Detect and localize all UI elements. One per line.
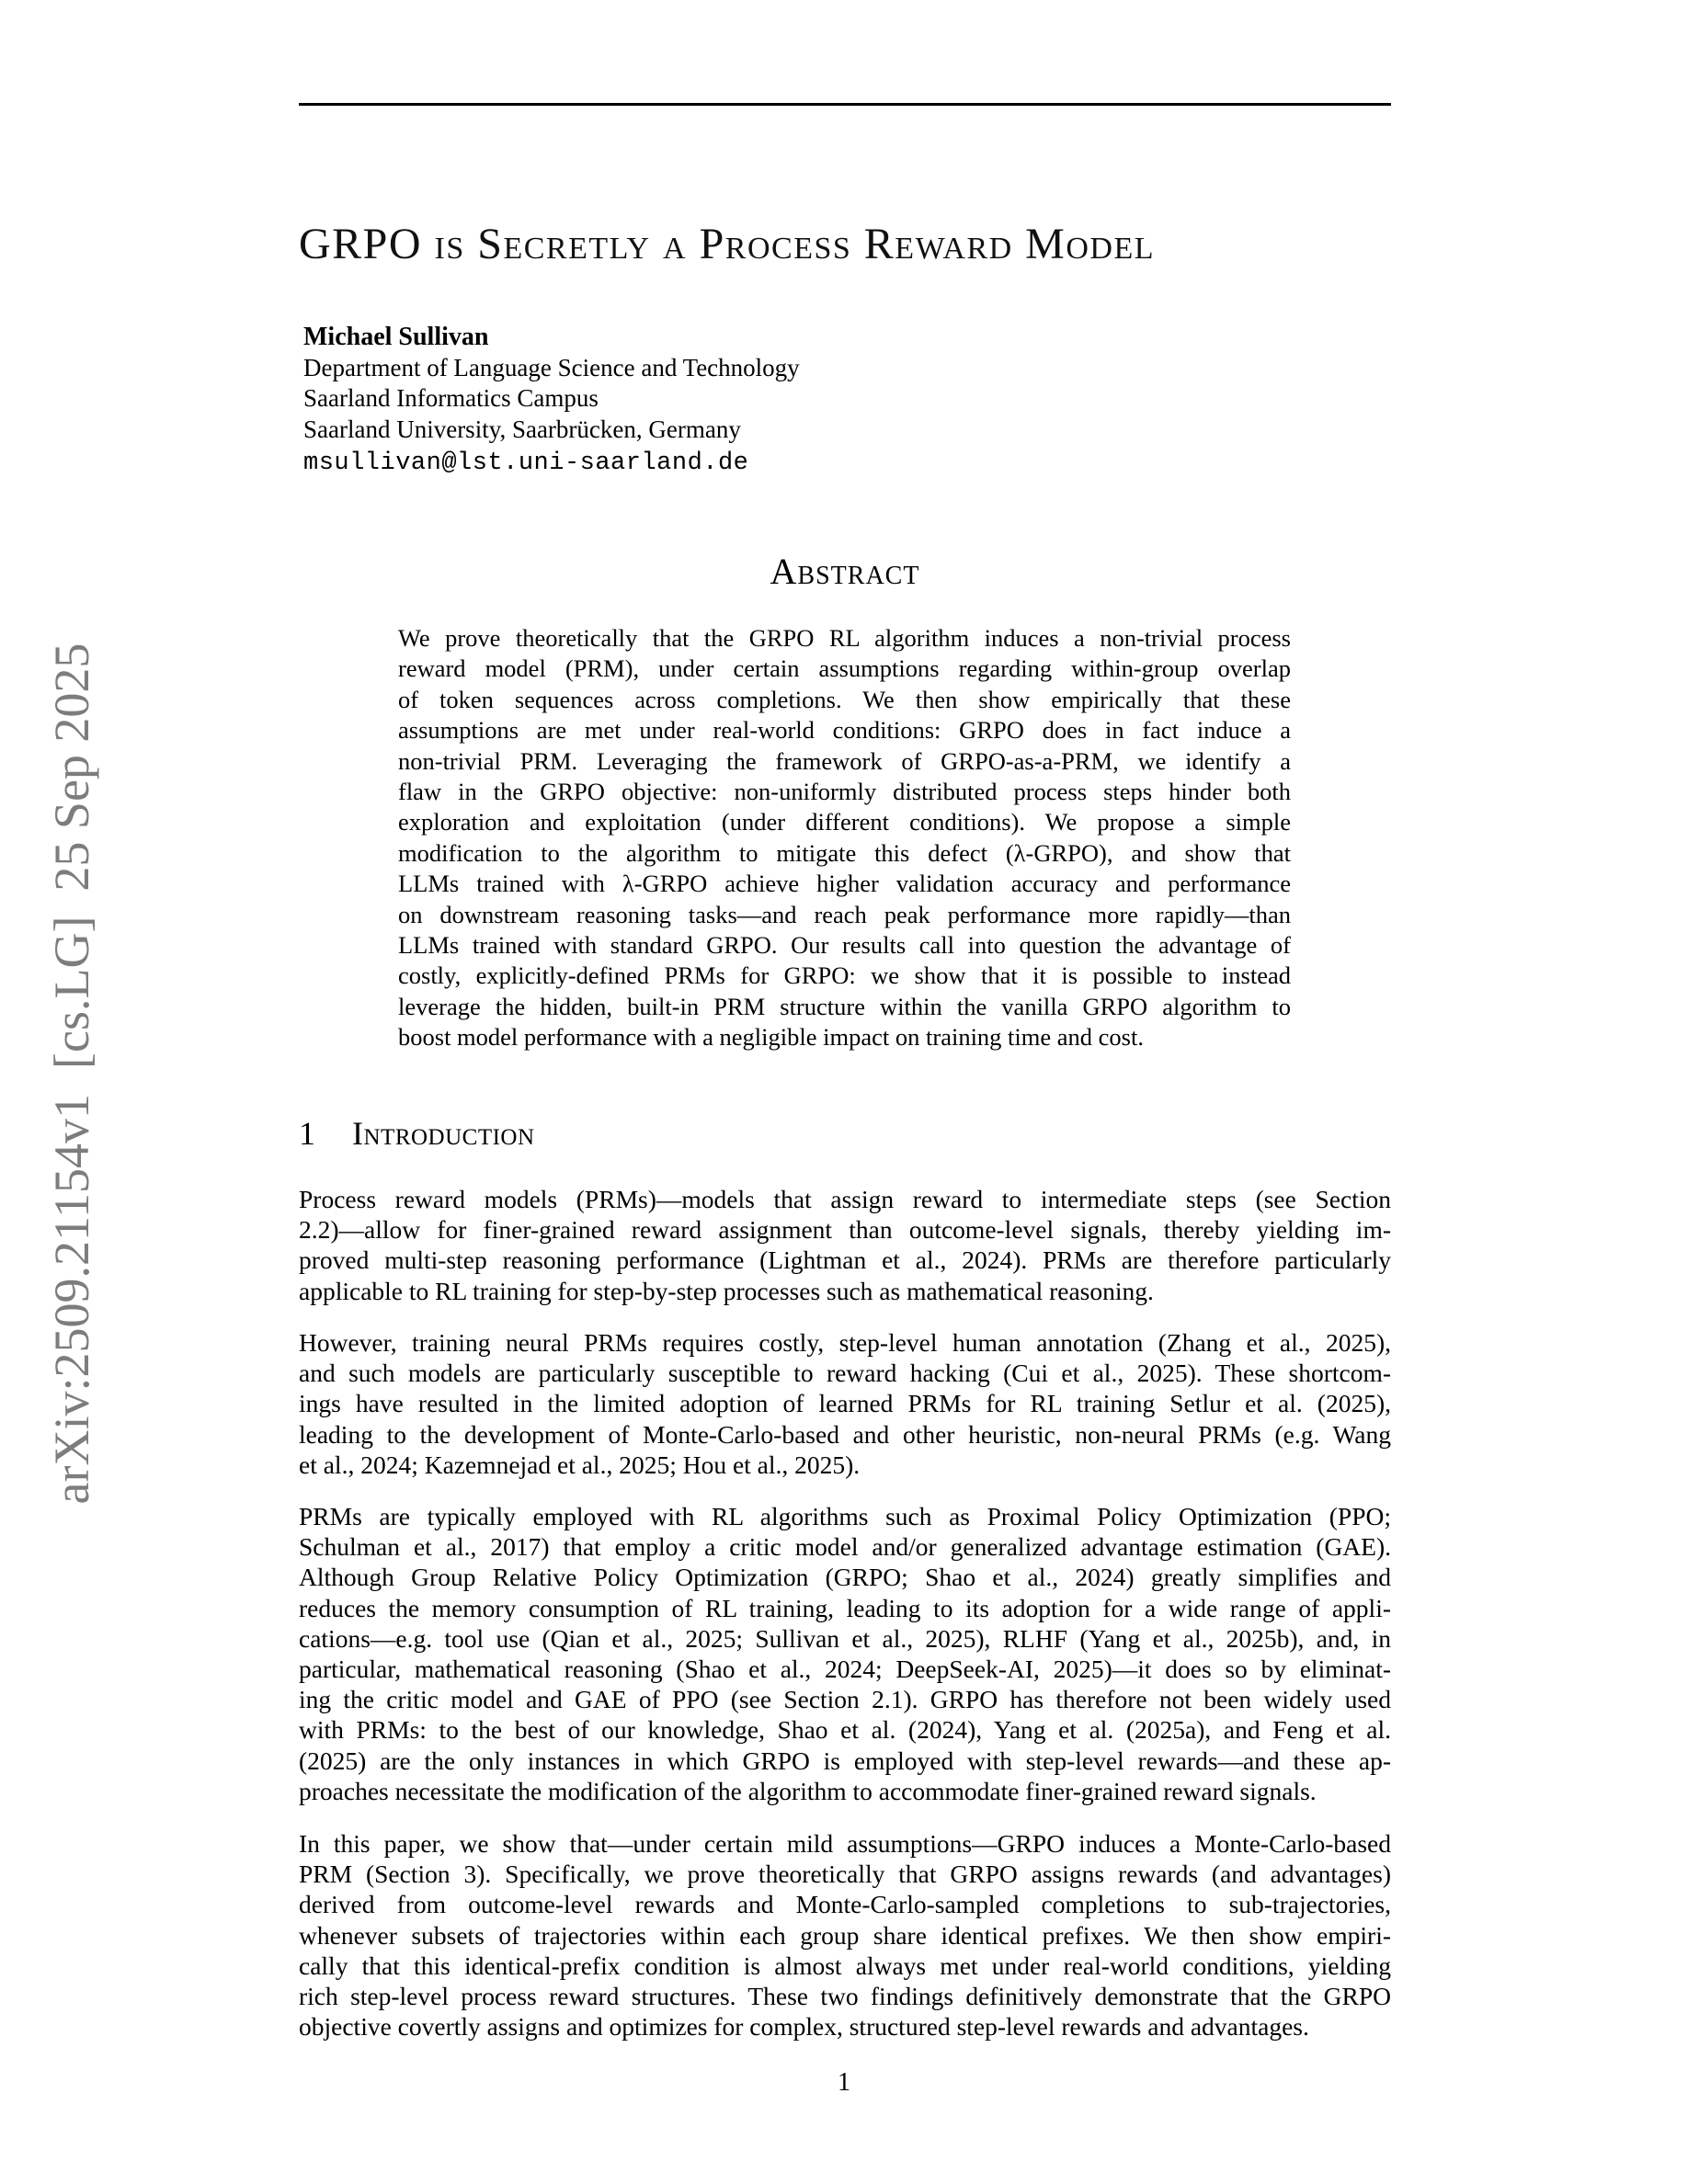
page-number: 1: [838, 2068, 850, 2097]
arxiv-watermark: arXiv:2509.21154v1 [cs.LG] 25 Sep 2025: [44, 643, 99, 1505]
page-title: GRPO is Secretly a Process Reward Model: [299, 220, 1156, 268]
abstract-heading: Abstract: [770, 551, 920, 592]
section-heading-introduction: [299, 1114, 535, 1153]
intro-paragraph-2: However, training neural PRMs requires costly, step-level human annotation (Zhang et al., 2025), and such models are particularly susceptible to reward hacking (Cui et al., 2025). These shortcom- ings have resulted in the limited adoption of learned PRMs for RL training Setlur et al. (2025), leading to the development of Monte-Carlo-based and other heuristic, non-neural PRMs (e.g. Wang et al., 2024; Kazemnejad et al., 2025; Hou et al., 2025).: [299, 1328, 1391, 1479]
abstract-text: We prove theoretically that the GRPO RL algorithm induces a non-trivial process reward model (PRM), under certain assumptions regarding within-group overlap of token sequences across completions. We then show empirically that these assumptions are met under real-world conditions: GRPO does in fact induce a non-trivial PRM. Leveraging the framework of GRPO-as-a-PRM, we identify a flaw in the GRPO objective: non-uniformly distributed process steps hinder both exploration and exploitation (under different conditions). We propose a simple modification to the algorithm to mitigate this defect (λ-GRPO), and show that LLMs trained with λ-GRPO achieve higher validation accuracy and performance on downstream reasoning tasks—and reach peak performance more rapidly—than LLMs trained with standard GRPO. Our results call into question the advantage of costly, explicitly-defined PRMs for GRPO: we show that it is possible to instead leverage the hidden, built-in PRM structure within the vanilla GRPO algorithm to boost model performance with a negligible impact on training time and cost.: [398, 624, 1291, 1052]
author-email: msullivan@lst.uni-saarland.de: [303, 449, 749, 477]
author-block: [303, 322, 800, 480]
author-name: Michael Sullivan: [303, 323, 489, 351]
intro-paragraph-3: PRMs are typically employed with RL algorithms such as Proximal Policy Optimization (PPO; Schulman et al., 2017) that employ a critic model and/or generalized advantage estimation (GAE). Although Group Relative Policy Optimization (GRPO; Shao et al., 2024) greatly simplifies and reduces the memory consumption of RL training, leading to its adoption for a wide range of appli- cations—e.g. tool use (Qian et al., 2025; Sullivan et al., 2025), RLHF (Yang et al., 2025b), and, in particular, mathematical reasoning (Shao et al., 2024; DeepSeek-AI, 2025)—it does so by eliminat- ing the critic model and GAE of PPO (see Section 2.1). GRPO has therefore not been widely used with PRMs: to the best of our knowledge, Shao et al. (2024), Yang et al. (2025a), and Feng et al. (2025) are the only instances in which GRPO is employed with step-level rewards—and these ap- proaches necessitate the modification of the algorithm to accommodate finer-grained reward signals.: [299, 1502, 1391, 1805]
header-rule: [299, 103, 1391, 106]
section-number: 1: [299, 1115, 315, 1152]
author-affiliation: Department of Language Science and Technology Saarland Informatics Campus Saarland University, Saarbrücken, Germany: [303, 353, 800, 443]
intro-paragraph-4: In this paper, we show that—under certain mild assumptions—GRPO induces a Monte-Carlo-based PRM (Section 3). Specifically, we prove theoretically that GRPO assigns rewards (and advantages) derived from outcome-level rewards and Monte-Carlo-sampled completions to sub-trajectories, whenever subsets of trajectories within each group share identical prefixes. We then show empiri- cally that this identical-prefix condition is almost always met under real-world conditions, yielding rich step-level process reward structures. These two findings definitively demonstrate that the GRPO objective covertly assigns and optimizes for complex, structured step-level rewards and advantages.: [299, 1829, 1391, 2042]
section-title: Introduction: [352, 1115, 535, 1152]
intro-paragraph-1: Process reward models (PRMs)—models that assign reward to intermediate steps (see Section 2.2)—allow for finer-grained reward assignment than outcome-level signals, thereby yielding im- proved multi-step reasoning performance (Lightman et al., 2024). PRMs are therefore particularly applicable to RL training for step-by-step processes such as mathematical reasoning.: [299, 1185, 1391, 1305]
